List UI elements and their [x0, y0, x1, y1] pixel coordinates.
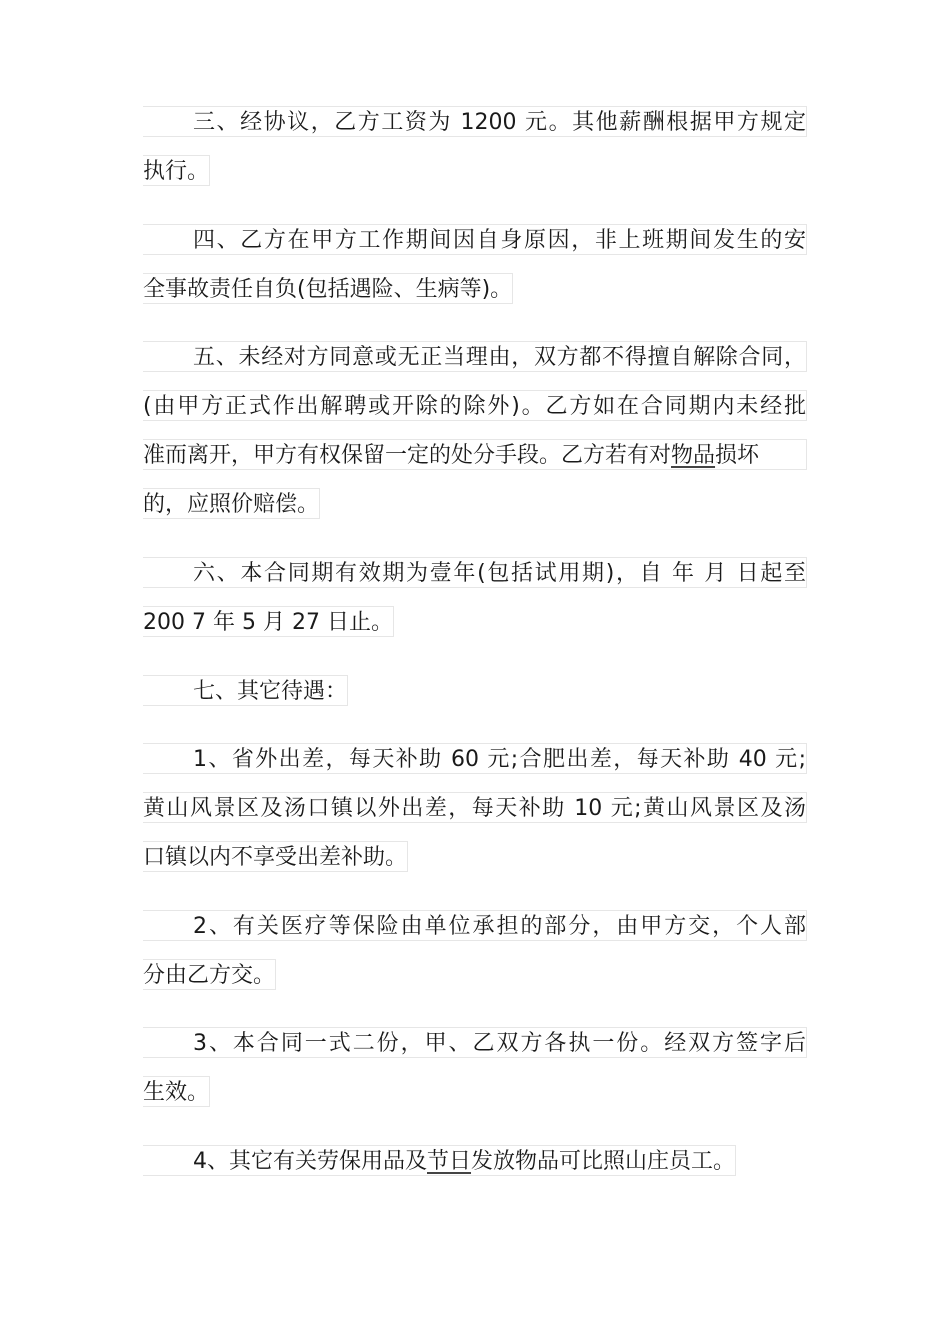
- paragraph-5-line-3: [143, 439, 807, 470]
- item-2-line-1: 2、有关医疗等保险由单位承担的部分，由甲方交，个人部: [143, 910, 807, 941]
- paragraph-5-line-1: 五、未经对方同意或无正当理由，双方都不得擅自解除合同，: [143, 341, 807, 372]
- paragraph-7-heading: 七、其它待遇：: [143, 675, 348, 706]
- item-1-line-1: 1、省外出差，每天补助 60 元;合肥出差，每天补助 40 元;: [143, 743, 807, 774]
- paragraph-6-line-2: 200 7 年 5 月 27 日止。: [143, 606, 394, 637]
- item-3-line-1: 3、本合同一式二份，甲、乙双方各执一份。经双方签字后: [143, 1027, 807, 1058]
- underlined-term-goods: 物品: [671, 443, 716, 468]
- paragraph-6-line-1: 六、本合同期有效期为壹年(包括试用期)，自 年 月 日起至: [143, 557, 807, 588]
- paragraph-5-line-3-text-b: 损坏: [715, 443, 760, 468]
- item-4-text-b: 发放物品可比照山庄员工。: [471, 1149, 736, 1174]
- paragraph-4-line-2: 全事故责任自负(包括遇险、生病等)。: [143, 273, 513, 304]
- paragraph-5-line-3-text-a: 准而离开，甲方有权保留一定的处分手段。乙方若有对: [143, 443, 672, 468]
- paragraph-3-line-1: 三、经协议，乙方工资为 1200 元。其他薪酬根据甲方规定: [143, 106, 807, 137]
- item-3-line-2: 生效。: [143, 1076, 210, 1107]
- item-4-line-1: [143, 1145, 736, 1176]
- underlined-term-holiday: 节日: [427, 1149, 472, 1174]
- paragraph-3-line-2: 执行。: [143, 155, 210, 186]
- item-1-line-3: 口镇以内不享受出差补助。: [143, 841, 408, 872]
- paragraph-4-line-1: 四、乙方在甲方工作期间因自身原因，非上班期间发生的安: [143, 224, 807, 255]
- paragraph-5-line-2: (由甲方正式作出解聘或开除的除外)。乙方如在合同期内未经批: [143, 390, 807, 421]
- item-2-line-2: 分由乙方交。: [143, 959, 276, 990]
- paragraph-5-line-4: 的，应照价赔偿。: [143, 488, 320, 519]
- item-4-text-a: 4、其它有关劳保用品及: [193, 1149, 427, 1174]
- item-1-line-2: 黄山风景区及汤口镇以外出差，每天补助 10 元;黄山风景区及汤: [143, 792, 807, 823]
